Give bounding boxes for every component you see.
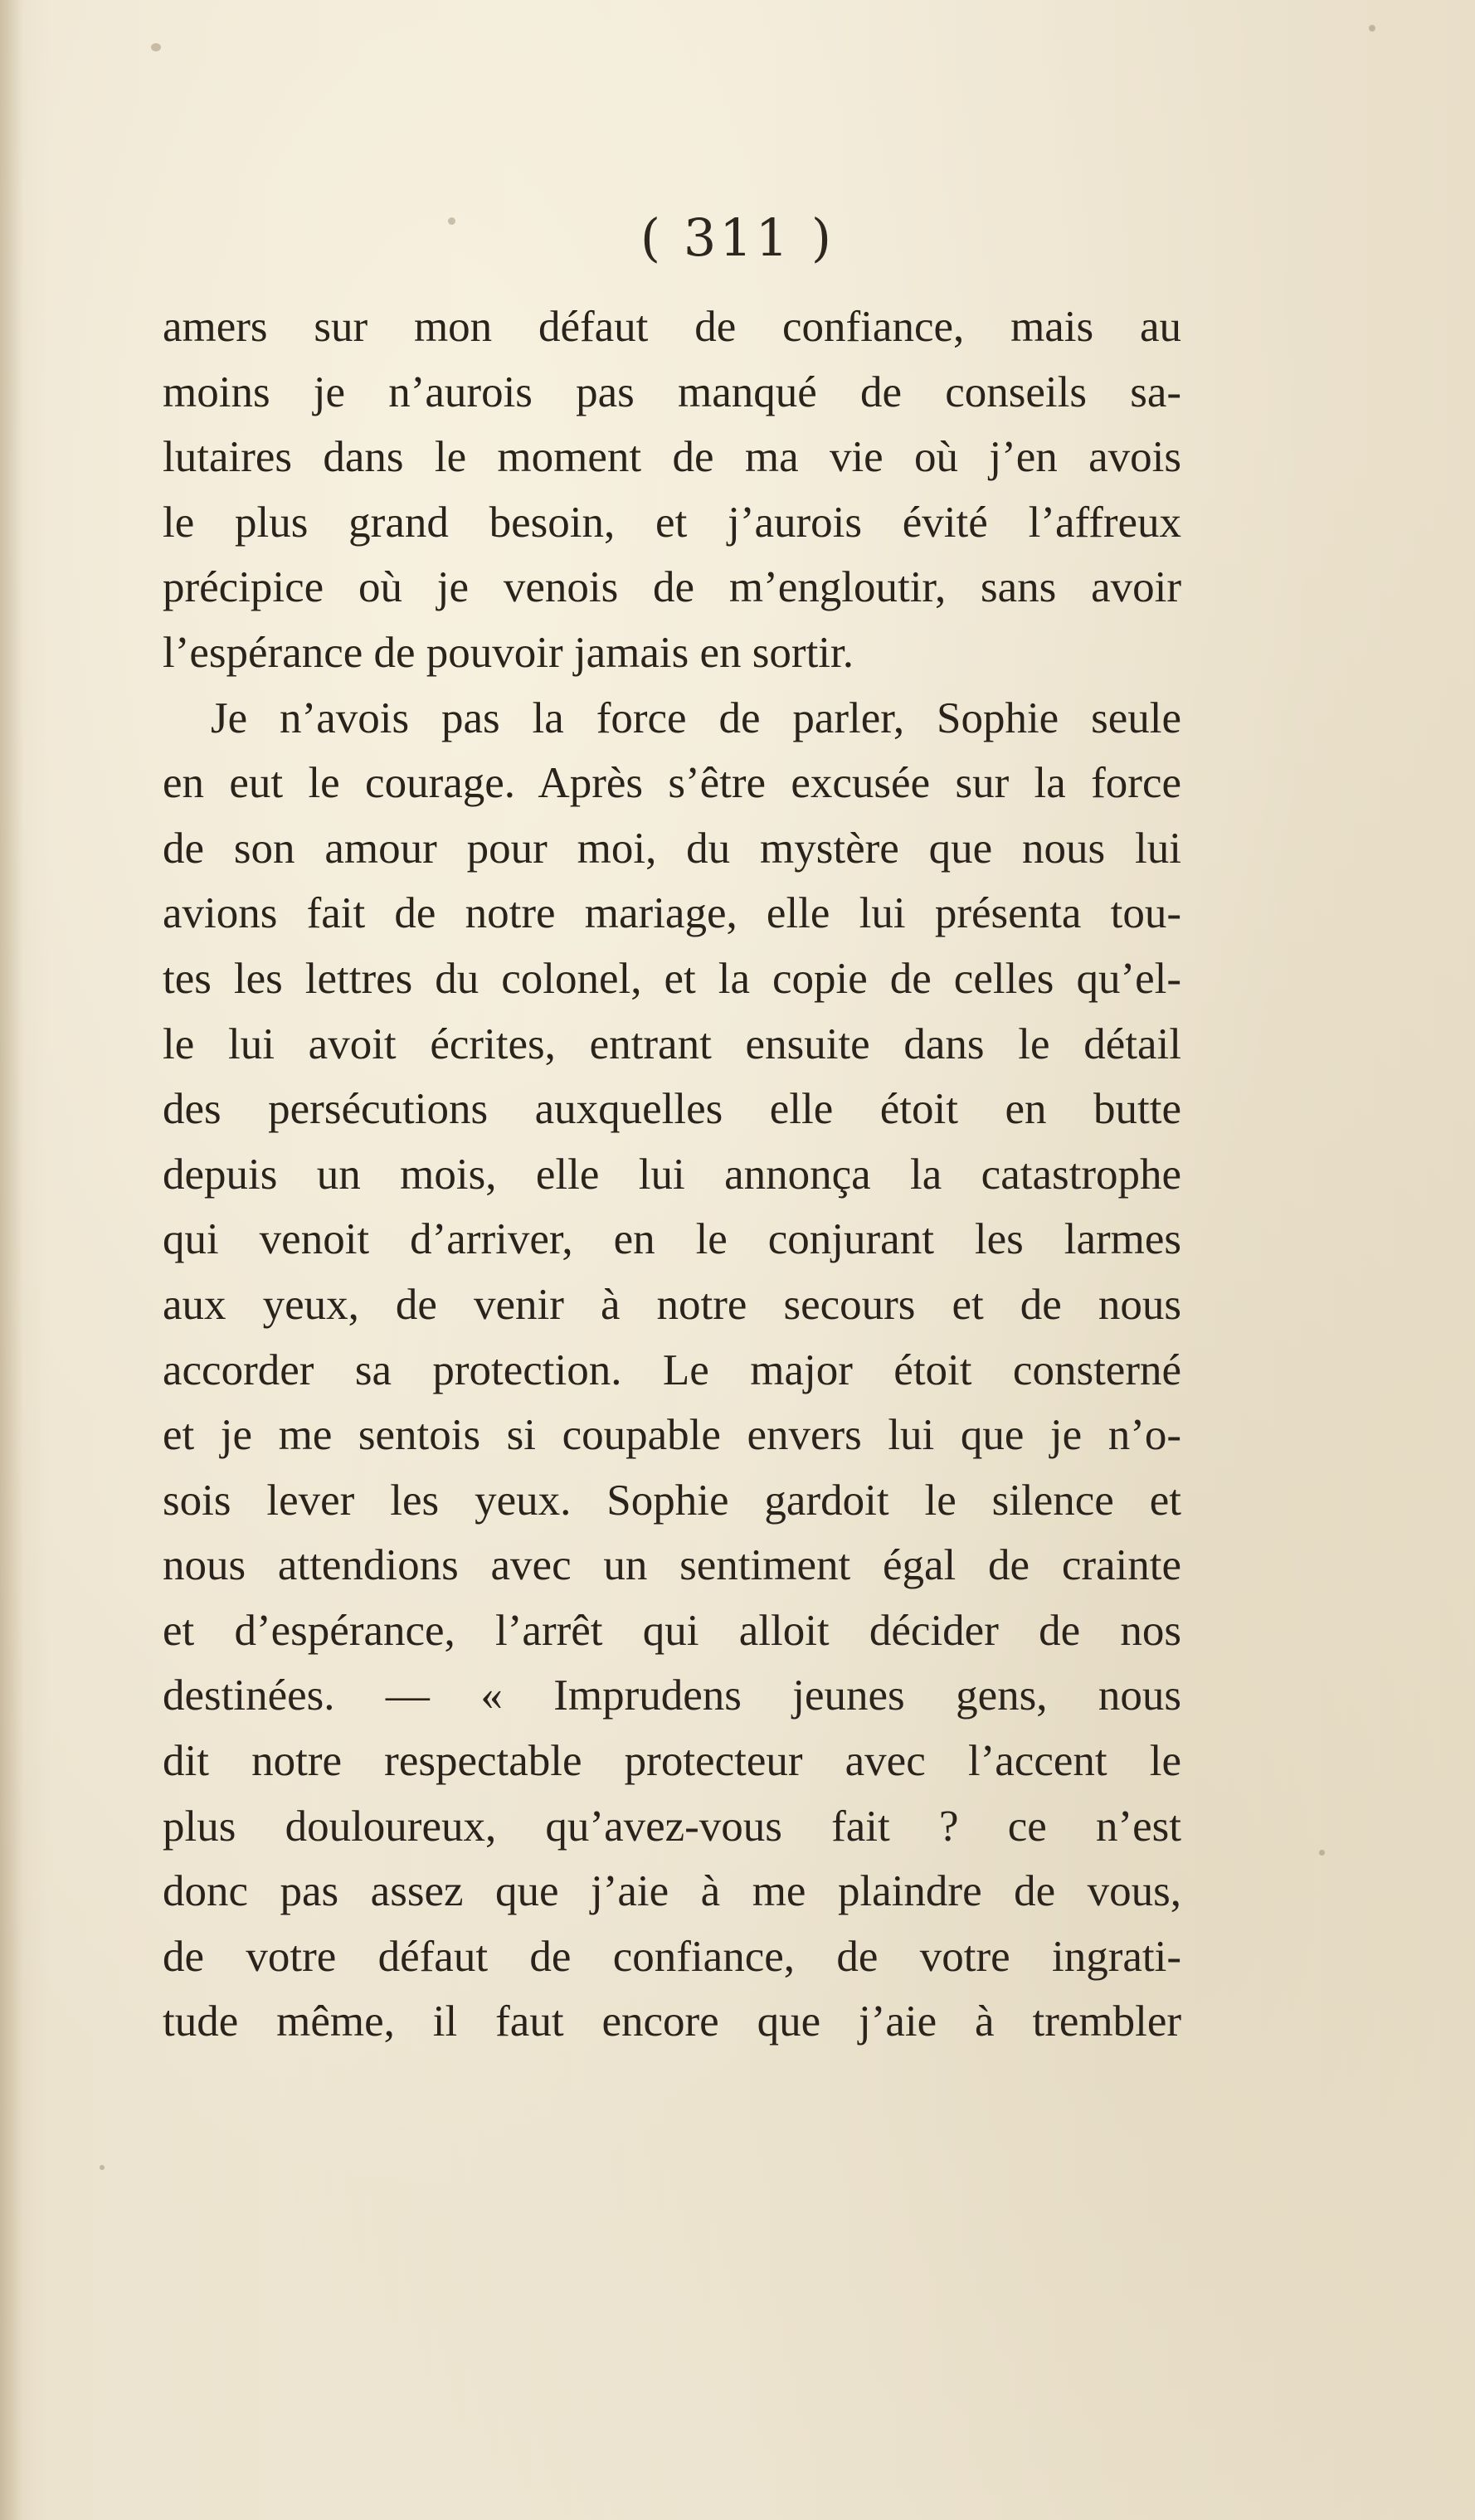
text-line: tes les lettres du colonel, et la copie de celles qu’el- <box>163 954 1181 1003</box>
paper-speck <box>1319 1850 1325 1856</box>
paper-speck <box>151 43 161 51</box>
text-line: de votre défaut de confiance, de votre ingrati- <box>163 1932 1181 1981</box>
text-line: et je me sentois si coupable envers lui que je n’o- <box>163 1411 1181 1460</box>
paragraph-start-line: Je n’avois pas la force de parler, Sophie seule <box>211 693 1181 742</box>
body-text <box>163 294 1181 2055</box>
paper-speck <box>100 2165 105 2170</box>
text-line: aux yeux, de venir à notre secours et de nous <box>163 1280 1181 1329</box>
page-number: ( 311 ) <box>640 207 835 268</box>
text-line: des persécutions auxquelles elle étoit en butte <box>163 1085 1181 1134</box>
text-line: avions fait de notre mariage, elle lui présenta tou- <box>163 889 1181 938</box>
page-edge-shadow <box>0 0 23 2520</box>
text-line: l’espérance de pouvoir jamais en sortir. <box>163 628 854 677</box>
text-line: de son amour pour moi, du mystère que nous lui <box>163 824 1181 873</box>
text-line: donc pas assez que j’aie à me plaindre de vous, <box>163 1867 1181 1916</box>
text-line: amers sur mon défaut de confiance, mais au <box>163 303 1181 351</box>
text-line: lutaires dans le moment de ma vie où j’en avois <box>163 433 1181 482</box>
text-line: le plus grand besoin, et j’aurois évité l’affreux <box>163 498 1181 547</box>
text-line: moins je n’aurois pas manqué de conseils sa- <box>163 367 1181 416</box>
text-line: en eut le courage. Après s’être excusée sur la force <box>163 759 1181 808</box>
text-line: et d’espérance, l’arrêt qui alloit décider de nos <box>163 1606 1181 1655</box>
text-line: nous attendions avec un sentiment égal de crainte <box>163 1541 1181 1590</box>
text-line: tude même, il faut encore que j’aie à trembler <box>163 1997 1181 2046</box>
text-line: qui venoit d’arriver, en le conjurant les larmes <box>163 1215 1181 1264</box>
text-line: sois lever les yeux. Sophie gardoit le silence et <box>163 1476 1181 1525</box>
paper-speck <box>1369 25 1375 32</box>
text-line: depuis un mois, elle lui annonça la catastrophe <box>163 1150 1181 1199</box>
text-line: accorder sa protection. Le major étoit consterné <box>163 1345 1181 1394</box>
text-line: précipice où je venois de m’engloutir, sans avoir <box>163 563 1181 612</box>
text-line: le lui avoit écrites, entrant ensuite dans le détail <box>163 1019 1181 1068</box>
text-line: destinées. — « Imprudens jeunes gens, nous <box>163 1671 1181 1720</box>
text-line: plus douloureux, qu’avez-vous fait ? ce n’est <box>163 1802 1181 1851</box>
text-line: dit notre respectable protecteur avec l’accent le <box>163 1737 1181 1786</box>
